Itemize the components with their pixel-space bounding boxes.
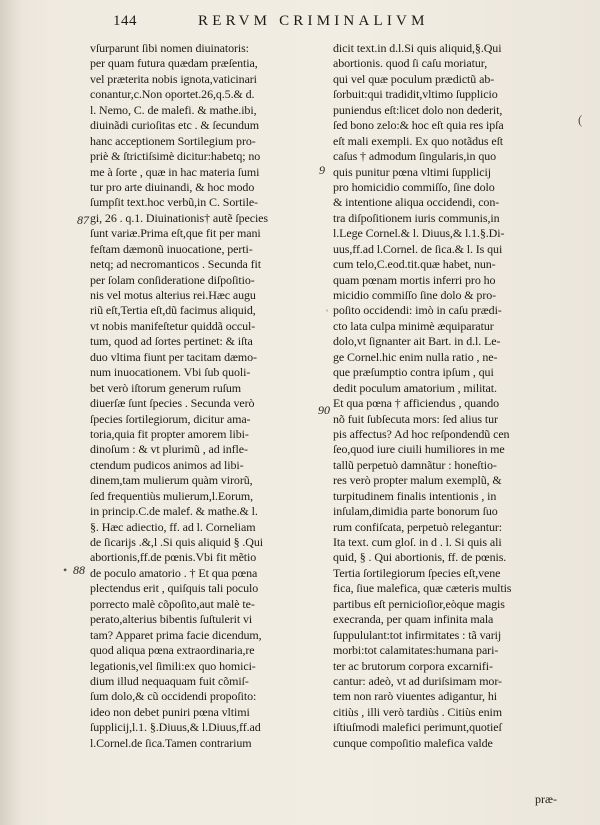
right-column-line: cto lata culpa minimè æquiparatur: [333, 318, 494, 333]
left-column-line: per ſolam conſideratione diſpoſitio-: [90, 272, 255, 287]
right-column-line: ter ac brutorum corpora excarnifi-: [333, 658, 493, 673]
left-column-line: ſed frequentiùs mulierum,l.Eorum,: [90, 488, 253, 503]
right-column-line: dolo,vt ſignanter ait Bart. in d.l. Le-: [333, 334, 501, 349]
left-column-line: l.Cornel.de ſica.Tamen contrarium: [90, 735, 252, 750]
right-column-line: cum telo,C.eod.tit.quæ habet, nun-: [333, 257, 496, 272]
left-column-line: bet verò iſtorum generum ruſum: [90, 380, 241, 395]
left-column-line: porrecto malè cõpoſito,aut malè te-: [90, 596, 255, 611]
right-text-column: [333, 41, 569, 751]
left-text-column: [90, 41, 310, 751]
right-column-line: citiùs , illi verò tardiùs . Citiùs enim: [333, 704, 502, 719]
right-column-line: rum confiſcata, perpetuò relegantur:: [333, 519, 502, 534]
left-column-line: ſumpſit text.hoc verbũ,in C. Sortile-: [90, 195, 258, 210]
left-column-line: num inuocationem. Vbi ſub quoli-: [90, 365, 251, 380]
left-column-line: perato,alterius bibentis ſuſtulerit vi: [90, 612, 253, 627]
left-column-line: vel præterita nobis ignota,vaticinari: [90, 71, 257, 86]
left-column-line: dium illud nequaquam fuit cõmiſ-: [90, 673, 249, 688]
right-column-line: fica, ſiue malefica, quæ cæteris multis: [333, 581, 512, 596]
running-head: RERVM CRIMINALIVM: [198, 13, 429, 29]
right-column-line: eſt mali exempli. Ex quo notãdus eſt: [333, 133, 504, 148]
left-column-line: ſupplicij,l.1. §.Diuus,& l.Diuus,ff.ad: [90, 720, 261, 735]
left-column-line: tum, quod ad ſortes pertinet: & iſta: [90, 334, 253, 349]
right-column-line: quam pœnam mortis inferri pro ho: [333, 272, 496, 287]
right-column-line: & intentione aliqua occidendi, con-: [333, 195, 500, 210]
left-column-line: ctendum pudicos animos ad libi-: [90, 457, 244, 472]
left-column-line: per quam futura quædam præſentia,: [90, 56, 258, 71]
page-number: 144: [113, 13, 137, 29]
margin-bracket-mark: (: [578, 112, 583, 127]
right-column-line: ge Cornel.hic enim nulla ratio , ne-: [333, 349, 498, 364]
left-column-line: netq; ad necromanticos . Secunda fit: [90, 257, 262, 272]
right-column-line: ſuppululant:tot infirmitates : tã varij: [333, 627, 502, 642]
left-column-line: ſpecies ſortilegiorum, dicitur ama-: [90, 411, 251, 426]
left-column-line: §. Hæc adiectio, ff. ad l. Corneliam: [90, 519, 256, 534]
right-column-line: res verò propter malum exemplũ, &: [333, 473, 502, 488]
left-column-line: nis vel motus alterius rei.Hæc augu: [90, 288, 256, 302]
left-column-line: me à ſorte , quæ in hac materia ſumi: [90, 164, 260, 179]
right-column-line: Et qua pœna † afficiendus , quando: [333, 396, 500, 411]
right-column-line: l.Lege Cornel.& l. Diuus,& l.1.§.Di-: [333, 226, 505, 241]
left-column-line: ſunt variæ.Prima eſt,que fit per mani: [90, 226, 261, 241]
marginal-number-90: 90: [318, 403, 330, 417]
left-column-line: de poculo amatorio . † Et qua pœna: [90, 565, 258, 580]
left-column-line: tur pro arte diuinandi, & hoc modo: [90, 179, 255, 194]
right-column-line: abortionis. quod ſi caſu moriatur,: [333, 56, 488, 71]
left-column-line: ſum dolo,& cũ occidendi propoſito:: [90, 689, 257, 704]
left-column-line: de ſicarijs .&,l .Si quis aliquid § .Qui: [90, 535, 263, 549]
left-column-line: riũ eſt,Tertia eſt,dũ facimus aliquid,: [90, 303, 256, 318]
left-column-line: vt nobis manifeſtetur quiddã occul-: [90, 318, 256, 333]
right-column-line: micidio commiſſo ſine dolo & pro-: [333, 288, 497, 302]
left-column-line: quod aliqua pœna extraordinaria,re: [90, 643, 255, 658]
margin-tick-mark: ˈ: [325, 307, 329, 321]
right-column-line: cunque compoſitio malefica valde: [333, 735, 493, 750]
right-column-line: quid, § . Qui abortionis, ff. de pœnis.: [333, 550, 507, 565]
left-column-line: in princip.C.de malef. & mathe.& l.: [90, 504, 258, 519]
right-column-line: que præſumptio contra ipſum , qui: [333, 365, 494, 380]
left-column-line: dinoſum : & vt plurimũ , ad infle-: [90, 442, 248, 457]
left-column-line: l. Nemo, C. de malefi. & mathe.ibi,: [90, 102, 257, 117]
right-column-line: ſorbuit:qui tradidit,vltimo ſupplicio: [333, 87, 498, 102]
left-column-line: priè & ſtrictiſsimè dicitur:habetq; no: [90, 149, 261, 164]
right-column-line: pis affectus? Ad hoc reſpondendũ cen: [333, 426, 510, 441]
right-column-line: dedit poculum amatorium , militat.: [333, 380, 497, 395]
left-column-line: legationis,vel ſimili:ex quo homici-: [90, 658, 256, 673]
right-column-line: ſed bono zelo:& hoc eſt quia res ipſa: [333, 118, 504, 133]
left-column-line: vſurparunt ſibi nomen diuinatoris:: [90, 41, 249, 55]
catchword: præ-: [535, 792, 557, 806]
left-column-line: ideo non debet puniri pœna vltimi: [90, 704, 250, 719]
right-column-line: nõ fuit ſubſecuta mors: ſed alius tur: [333, 411, 498, 426]
left-column-line: toria,quia fit propter amorem libi-: [90, 426, 249, 441]
left-column-line: gi, 26 . q.1. Diuinationis† autẽ ſpecies: [90, 210, 268, 225]
left-column-line: hanc acceptionem Sortilegium pro-: [90, 133, 256, 148]
right-column-line: inſulam,dimidia parte bonorum ſuo: [333, 504, 498, 519]
left-column-line: plectendus erit , quiſquis tali poculo: [90, 581, 259, 596]
left-column-line: feſtam dæmonũ inuocatione, perti-: [90, 241, 253, 256]
right-column-line: ſeo,quod iure ciuili humiliores in me: [333, 442, 505, 457]
gutter-shadow: [0, 0, 22, 825]
right-column-line: quis punitur pœna vltimi ſupplicij: [333, 164, 491, 179]
left-column-line: diuinãdi curioſitas etc . & ſecundum: [90, 118, 260, 133]
right-column-line: uus,ff.ad l.Cornel. de ſica.& l. Is qui: [333, 241, 503, 256]
right-column-line: morbi:tot calamitates:humana pari-: [333, 643, 499, 658]
right-column-line: iſtiuſmodi malefici perimunt,quotieſ: [333, 720, 502, 735]
right-column-line: qui vel quæ poculum prædictũ ab-: [333, 71, 495, 86]
right-column-line: caſus † admodum ſingularis,in quo: [333, 149, 497, 164]
right-column-line: tem non rarò viuentes adigantur, hi: [333, 689, 497, 704]
right-column-line: tra diſpoſitionem iuris communis,in: [333, 210, 500, 225]
right-column-line: Tertia ſortilegiorum ſpecies eſt,vene: [333, 565, 501, 580]
marginal-number-88: 88: [73, 563, 85, 577]
left-column-line: conantur,c.Non oportet.26,q.5.& d.: [90, 87, 255, 102]
right-column-line: dicit text.in d.l.Si quis aliquid,§.Qui: [333, 41, 502, 55]
right-column-line: cantur: adeò, vt ad duriſsimam mor-: [333, 673, 502, 688]
left-column-line: tam? Apparet prima facie dicendum,: [90, 627, 262, 642]
right-column-line: tallũ perpetuò damnãtur : honeſtio-: [333, 457, 497, 472]
right-column-line: partibus eſt pernicioſior,eòque magis: [333, 596, 505, 611]
left-column-line: abortionis,ff.de pœnis.Vbi fit mẽtio: [90, 550, 257, 565]
right-column-line: puniendus eſt:licet dolo non dederit,: [333, 102, 503, 117]
right-column-line: poſito occidendi: imò in caſu prædi-: [333, 303, 502, 318]
right-column-line: pro homicidio commiſſo, ſine dolo: [333, 179, 495, 194]
left-column-line: dinem,tam mulierum quàm virorũ,: [90, 473, 253, 488]
margin-dot-mark: •: [63, 563, 68, 577]
left-column-line: diuerſæ ſunt ſpecies . Secunda verò: [90, 396, 255, 411]
marginal-number-89: 9: [319, 163, 325, 177]
right-column-line: execranda, per quam infinita mala: [333, 612, 494, 627]
left-column-line: duo vltima fiunt per tacitam dæmo-: [90, 349, 257, 364]
marginal-number-87: 87: [77, 213, 89, 227]
right-column-line: turpitudinem finalis intentionis , in: [333, 488, 497, 503]
right-column-line: Ita text. cum gloſ. in d . l. Si quis ali: [333, 535, 502, 549]
